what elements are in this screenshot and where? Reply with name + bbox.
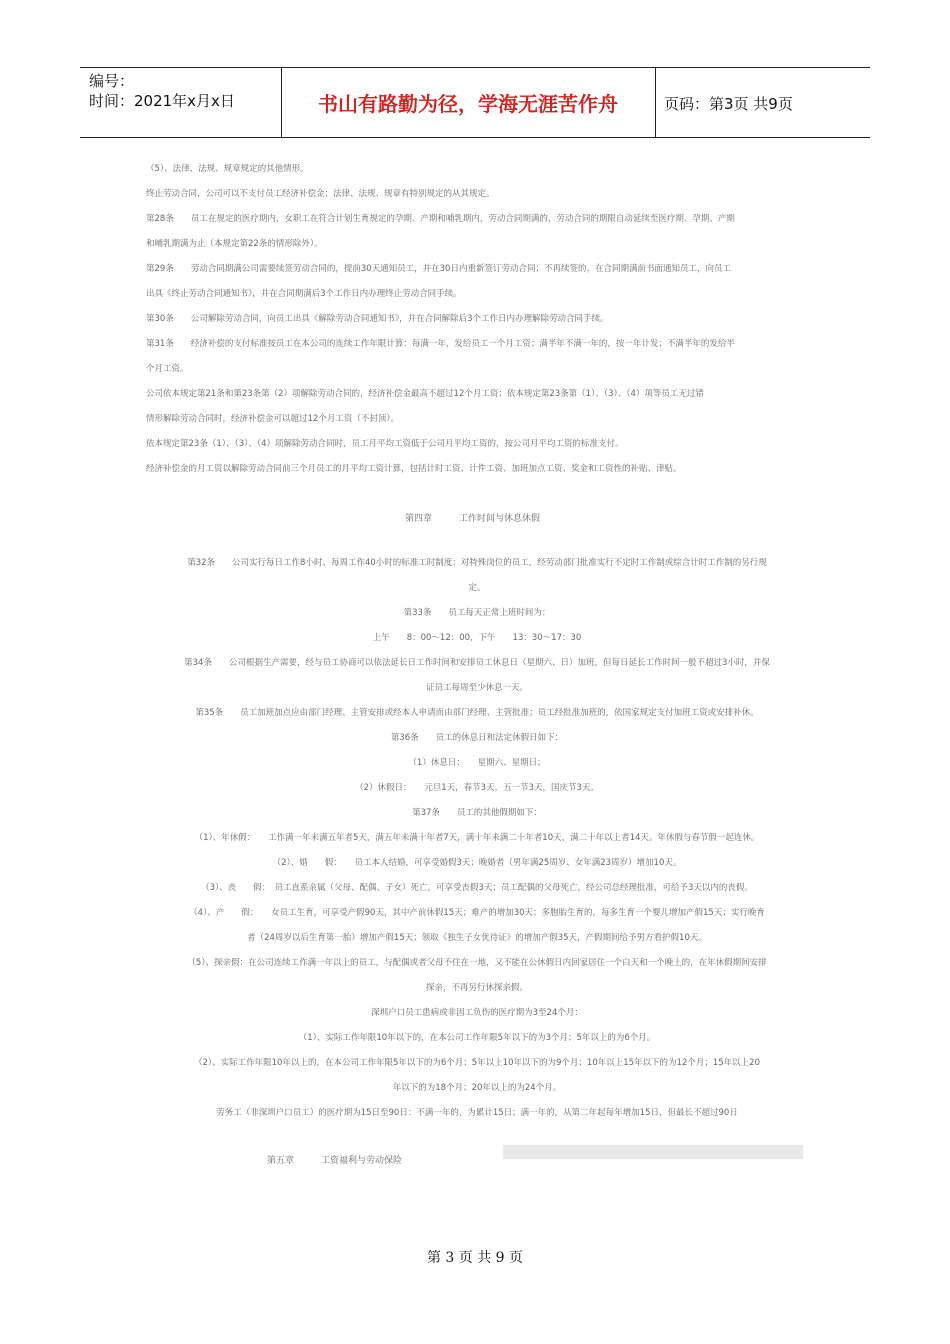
center-line: 第33条 员工每天正常上班时间为： [403,608,551,618]
code-label: 编号： [89,72,135,90]
center-line: 探亲，不再另行休探亲假。 [425,983,528,993]
paragraph: （5）、法律、法规、规章规定的其他情形。 [146,164,309,174]
chapter-5-heading: 第五章 工资福利与劳动保险 [267,1156,403,1166]
header-page-info: 页码：第3页 共9页 [664,95,793,113]
center-line: 定。 [468,583,486,593]
header-meta [89,71,235,111]
center-line: 第37条 员工的其他假期如下： [412,808,542,818]
center-line: （1）、实际工作年限10年以下的，在本公司工作年限5年以下的为3个月；5年以上的为6个月。 [298,1033,656,1043]
paragraph: 经济补偿金的月工资以解除劳动合同前三个月员工的月平均工资计算，包括计时工资、计件工资、加班加点工资、奖金和工资性的补贴、津贴。 [146,464,682,474]
center-line: 第34条 公司根据生产需要，经与员工协商可以依法延长日工作时间和安排员工休息日（星期六、日）加班，但每日延长工作时间一般不超过3小时，并保 [184,658,770,668]
center-line: （2）、婚 假： 员工本人结婚，可享受婚假3天；晚婚者（男年满25周岁、女年满23周岁）增加10天。 [272,858,682,868]
paragraph: 第28条 员工在规定的医疗期内，女职工在符合计划生育规定的孕期、产期和哺乳期内，劳动合同期满的，劳动合同的期限自动延续至医疗期、孕期、产期 [146,214,735,224]
chapter-4-heading: 第四章 工作时间与休息休假 [405,514,541,524]
center-line: （2）、实际工作年限10年以上的，在本公司工作年限5年以下的为6个月；5年以上10年以下的为9个月；10年以上15年以下的为12个月；15年以上20 [193,1058,760,1068]
paragraph: 情形解除劳动合同时，经济补偿金可以超过12个月工资（不封顶）。 [146,414,400,424]
center-line: （3）、丧 假： 员工直系亲属（父母、配偶、子女）死亡，可享受丧假3天；员工配偶的父母死亡，经公司总经理批准，可给予3天以内的丧假。 [201,883,753,893]
paragraph: 和哺乳期满为止（本规定第22条的情形除外）。 [146,239,323,249]
center-line: 第36条 员工的休息日和法定休假日如下： [390,733,564,743]
center-line: （5）、探亲假：在公司连续工作满一年以上的员工，与配偶或者父母不住在一地，又不能在公休假日内回家居住一个白天和一个晚上的，在年休假期间安排 [187,958,767,968]
header-divider-right [655,68,656,137]
center-line: （1）休息日： 星期六、星期日； [408,758,546,768]
grey-bar [503,1145,803,1159]
paragraph: 依本规定第23条（1）、（3）、（4）项解除劳动合同时，员工月平均工资低于公司月平均工资的，按公司月平均工资的标准支付。 [146,439,624,449]
center-line: 劳务工（非深圳户口员工）的医疗期为15日至90日：不满一年的，为累计15日；满一年的，从第二年起每年增加15日，但最长不超过90日 [216,1108,738,1118]
header-motto: 书山有路勤为径，学海无涯苦作舟 [318,92,618,116]
time-label: 时间：2021年x月x日 [89,92,235,110]
center-line: 者（24周岁以后生育第一胎）增加产假15天；领取《独生子女优待证》的增加产假35天，产假期间给予男方看护假10天。 [247,933,707,943]
paragraph: 出具《终止劳动合同通知书》，并在合同期满后3个工作日内办理终止劳动合同手续。 [146,289,462,299]
center-line: 年以下的为18个月；20年以上的为24个月。 [392,1083,562,1093]
paragraph: 终止劳动合同，公司可以不支付员工经济补偿金；法律、法规、规章有特别规定的从其规定。 [146,189,495,199]
page-header [80,67,870,138]
center-line: 深圳户口员工患病或非因工负伤的医疗期为3至24个月： [371,1008,583,1018]
paragraph: 第29条 劳动合同期满公司需要续签劳动合同的，提前30天通知员工，并在30日内重新签订劳动合同；不再续签的，在合同期满前书面通知员工，向员工 [146,264,731,274]
paragraph: 公司依本规定第21条和第23条第（2）项解除劳动合同的，经济补偿金最高不超过12个月工资；依本规定第23条第（1）、（3）、（4）项等员工无过错 [146,389,704,399]
center-line: 上午 8：00～12：00，下午 13：30～17：30 [372,633,582,643]
center-line: 第32条 公司实行每日工作8小时、每周工作40小时的标准工时制度；对特殊岗位的员工，经劳动部门批准实行不定时工作制或综合计时工作制的另行规 [187,558,767,568]
paragraph: 第31条 经济补偿的支付标准按员工在本公司的连续工作年限计算：每满一年，发给员工一个月工资；满半年不满一年的，按一年计发；不满半年的发给半 [146,339,735,349]
page-footer: 第 3 页 共 9 页 [426,1250,524,1266]
paragraph: 个月工资。 [146,364,189,374]
center-line: （1）、年休假： 工作满一年未满五年者5天，满五年未满十年者7天，满十年未满二十年者10天，满二十年以上者14天。年休假与春节假一起连休。 [194,833,760,843]
center-line: 第35条 员工加班加点应由部门经理、主管安排或经本人申请而由部门经理、主管批准；员工经批准加班的，依国家规定支付加班工资或安排补休。 [195,708,759,718]
center-line: （4）、产 假： 女员工生育，可享受产假90天，其中产前休假15天；难产的增加30天；多胞胎生育的，每多生育一个婴儿增加产假15天；实行晚育 [189,908,765,918]
center-line: 证员工每周至少休息一天。 [425,683,528,693]
center-line: （2）休假日： 元旦1天，春节3天，五一节3天，国庆节3天。 [355,783,599,793]
paragraph: 第30条 公司解除劳动合同，向员工出具《解除劳动合同通知书》，并在合同解除后3个工作日内办理解除劳动合同手续。 [146,314,609,324]
